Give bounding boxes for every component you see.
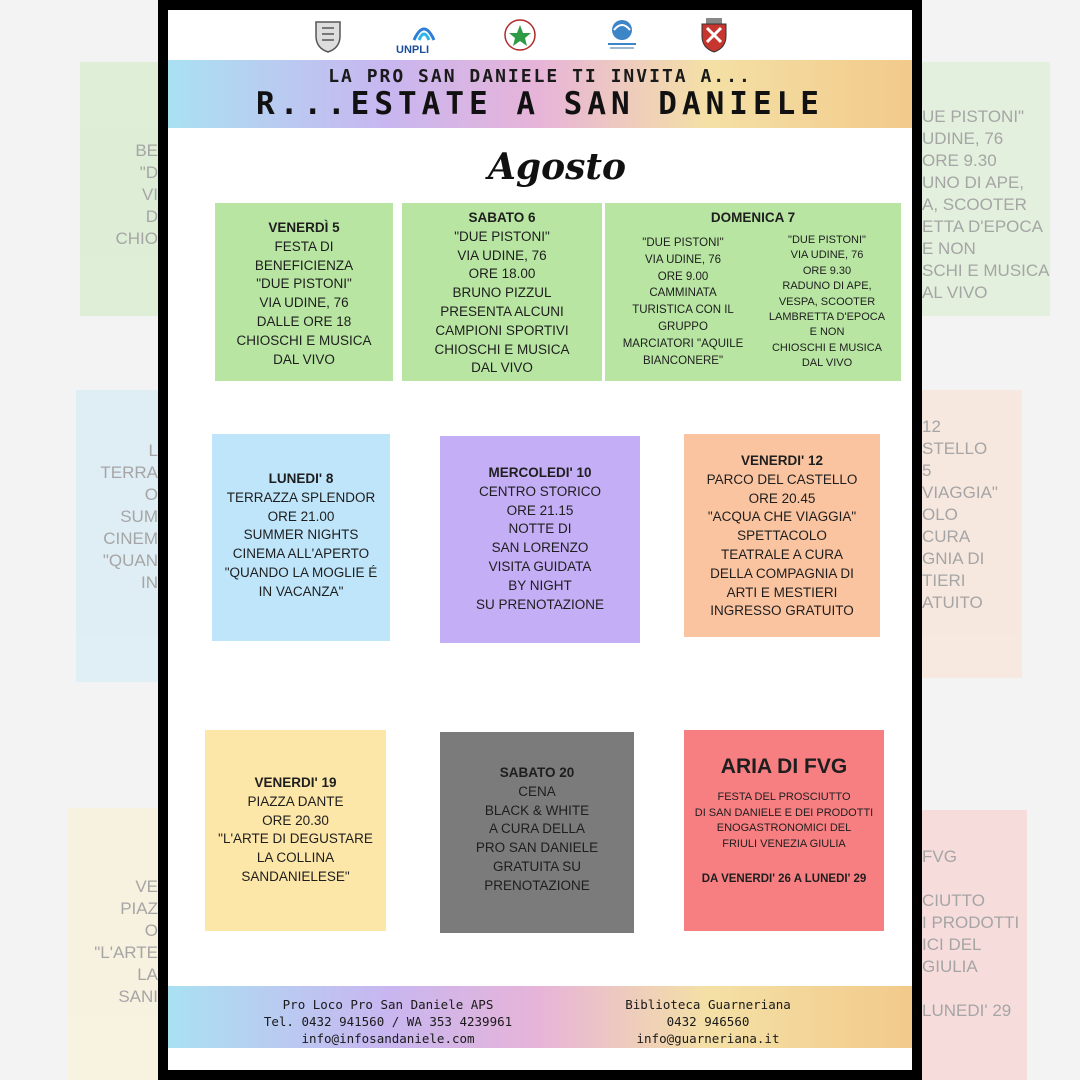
event-card-venerdi-5 [215, 203, 393, 381]
text-line: BLACK & WHITE [484, 802, 590, 818]
text-line: 0432 946560 [666, 1014, 750, 1029]
text-line: ORE 21.00 [267, 508, 335, 524]
footer-biblioteca [598, 996, 818, 1047]
event-date: SABATO 6 [468, 210, 536, 225]
text-line: SPETTACOLO [737, 528, 827, 544]
text-line [922, 978, 1027, 1000]
footer-pro-loco [248, 996, 528, 1047]
text-line: A, SCOOTER [922, 195, 1027, 214]
aria-description [684, 790, 884, 852]
text-line: RADUNO DI APE, [782, 280, 872, 293]
text-line: UE PISTONI" [922, 107, 1025, 126]
text-line: BIANCONERE" [642, 354, 724, 367]
text-line: VESPA, SCOOTER [778, 295, 876, 308]
text-line: TIERI [922, 571, 966, 590]
text-line: AL VIVO [922, 283, 988, 302]
text-line: NOTTE DI [508, 521, 572, 537]
text-line: ORE 21.15 [506, 502, 574, 518]
text-line: VIA UDINE, 76 [457, 247, 547, 263]
logo-strip [168, 10, 912, 62]
text-line: VIA UDINE, 76 [644, 253, 722, 266]
text-line: ORE 20.45 [748, 490, 816, 506]
text-line: ORE 9.00 [657, 270, 709, 283]
text-line: VIAGGIA" [922, 483, 998, 502]
text-line: SU PRENOTAZIONE [475, 596, 604, 612]
text-line: SAN LORENZO [491, 540, 589, 556]
text-line: FVG [922, 847, 957, 866]
text-line: CENTRO STORICO [478, 483, 601, 499]
background-card-right-1 [922, 62, 1050, 316]
text-line: CIUTTO [922, 891, 985, 910]
text-line: "L'ARTE [94, 943, 158, 962]
text-line: LUNEDI' 29 [922, 1001, 1012, 1020]
event-date: DOMENICA 7 [710, 210, 796, 225]
month-title: Agosto [488, 146, 627, 188]
event-date: LUNEDI' 8 [268, 471, 334, 486]
text-line: ORE 18.00 [468, 266, 536, 282]
invite-text: LA PRO SAN DANIELE TI INVITA A... [328, 66, 752, 87]
text-line: TURISTICA CON IL [632, 304, 734, 317]
text-line: "DUE PISTONI" [256, 276, 352, 292]
event-card-sabato-20 [440, 732, 634, 933]
text-line: DI SAN DANIELE E DEI PRODOTTI [694, 806, 874, 819]
text-line [922, 868, 1027, 890]
background-card-right-3 [922, 810, 1027, 1080]
text-line: BY NIGHT [508, 577, 572, 593]
text-line: CENA [518, 783, 556, 799]
text-line: PIAZZA DANTE [247, 793, 344, 809]
text-line: SANI [118, 987, 158, 1006]
text-line: "DUE PISTONI" [788, 234, 866, 246]
text-line: GRUPPO [658, 320, 708, 333]
text-line: BENEFICIENZA [254, 257, 354, 273]
text-line: CURA [922, 527, 971, 546]
text-line: ICI DEL [922, 935, 982, 954]
text-line: VIA UDINE, 76 [259, 295, 349, 311]
event-card-venerdi-12 [684, 434, 880, 637]
text-line: LA [137, 965, 158, 984]
text-line: SUMMER NIGHTS [243, 527, 359, 543]
poster-sheet [168, 10, 912, 1070]
text-line: Pro Loco Pro San Daniele APS [282, 997, 494, 1012]
text-line: IN VACANZA" [258, 583, 344, 599]
text-line: FESTA DEL PROSCIUTTO [717, 791, 851, 803]
email-link[interactable]: info@guarneriana.it [636, 1031, 780, 1046]
text-line: GNIA DI [922, 549, 985, 568]
text-line: O [144, 921, 158, 940]
event-date: MERCOLEDI' 10 [488, 465, 592, 480]
text-line: ORE 9.30 [802, 264, 852, 277]
text-line: GIULIA [922, 957, 978, 976]
event-title: ARIA DI FVG [720, 755, 848, 778]
servizio-civile-logo-icon [502, 16, 538, 54]
text-line: BRUNO PIZZUL [452, 285, 552, 301]
text-line: CHIOSCHI E MUSICA [236, 332, 372, 348]
text-line: "QUANDO LA MOGLIE É [224, 564, 378, 580]
text-line: DAL VIVO [471, 360, 533, 376]
text-line: SUM [120, 507, 158, 526]
background-card-right-2 [922, 390, 1022, 678]
text-line: CAMMINATA [649, 287, 717, 300]
text-line: D [145, 207, 158, 226]
text-line: SANDANIELESE" [241, 868, 350, 884]
event-date: VENERDI' 12 [741, 453, 823, 468]
text-line: 12 [922, 417, 941, 436]
text-line: PRO SAN DANIELE [475, 840, 599, 856]
text-line: ATUITO [922, 593, 983, 612]
text-line: O [144, 485, 158, 504]
text-line: E NON [922, 239, 976, 258]
background-card-left-1 [80, 62, 158, 316]
text-line: STELLO [922, 439, 988, 458]
text-line: CHIOSCHI E MUSICA [771, 341, 882, 354]
text-line: PIAZ [120, 899, 158, 918]
text-line: 5 [922, 461, 932, 480]
text-line: DAL VIVO [273, 351, 335, 367]
text-line: DAL VIVO [801, 357, 853, 370]
text-line: CINEMA ALL'APERTO [232, 546, 370, 562]
text-line: VI [141, 185, 158, 204]
event-card-aria-di-fvg [684, 730, 884, 931]
text-line: L [148, 441, 158, 460]
text-line: ORE 20.30 [262, 812, 329, 828]
text-line: VE [135, 877, 158, 896]
text-line: IN [141, 573, 158, 592]
poster-frame [158, 0, 922, 1080]
text-line: ARTI E MESTIERI [726, 584, 838, 600]
text-line: "DUE PISTONI" [454, 228, 550, 244]
text-line: VISITA GUIDATA [488, 558, 592, 574]
domenica-7-morning [609, 235, 757, 369]
page-title: R...ESTATE A SAN DANIELE [256, 86, 824, 122]
regione-fvg-logo-icon [604, 16, 640, 54]
aria-dates: DA VENERDI' 26 A LUNEDI' 29 [701, 873, 867, 886]
event-date: VENERDI' 19 [254, 775, 337, 790]
email-link[interactable]: info@infosandaniele.com [301, 1031, 475, 1046]
comune-crest-icon [310, 16, 346, 54]
text-line: LA COLLINA [256, 850, 335, 866]
text-line: PRESENTA ALCUNI [440, 303, 564, 319]
text-line: GRATUITA SU [492, 858, 581, 874]
text-line: ENOGASTRONOMICI DEL [716, 822, 852, 835]
text-line: TERRA [100, 463, 158, 482]
text-line: FESTA DI [274, 238, 334, 254]
comune-san-daniele-crest-icon [696, 16, 732, 54]
event-card-domenica-7 [605, 203, 901, 381]
text-line: LAMBRETTA D'EPOCA [768, 311, 886, 324]
text-line: CAMPIONI SPORTIVI [435, 322, 569, 338]
text-line: CINEM [103, 529, 158, 548]
background-card-left-2 [76, 390, 158, 682]
header-banner [168, 60, 912, 128]
text-line: I PRODOTTI [922, 913, 1020, 932]
text-line: "L'ARTE DI DEGUSTARE [218, 831, 373, 847]
event-date: SABATO 20 [499, 765, 575, 780]
event-card-venerdi-19 [205, 730, 386, 931]
text-line: SCHI E MUSICA [922, 261, 1050, 280]
text-line: ORE 9.30 [922, 151, 997, 170]
text-line: E NON [809, 326, 845, 339]
event-card-sabato-6 [402, 203, 602, 381]
text-line: "D [139, 163, 158, 182]
text-line: PRENOTAZIONE [484, 877, 590, 893]
text-line: "DUE PISTONI" [642, 237, 724, 249]
text-line: CHIOSCHI E MUSICA [434, 341, 570, 357]
domenica-7-raduno [755, 233, 899, 372]
event-card-mercoledi-10 [440, 436, 640, 643]
unpli-text: UNPLI [396, 44, 429, 56]
text-line: PARCO DEL CASTELLO [706, 471, 858, 487]
text-line: Tel. 0432 941560 / WA 353 4239961 [263, 1014, 513, 1029]
text-line: DALLE ORE 18 [256, 313, 352, 329]
text-line: DELLA COMPAGNIA DI [710, 565, 854, 581]
text-line: "ACQUA CHE VIAGGIA" [707, 509, 857, 525]
text-line: VIA UDINE, 76 [790, 249, 864, 262]
text-line: MARCIATORI "AQUILE [622, 337, 744, 350]
text-line: A CURA DELLA [488, 821, 586, 837]
text-line: TERRAZZA SPLENDOR [226, 489, 376, 505]
text-line: OLO [922, 505, 958, 524]
text-line: INGRESSO GRATUITO [710, 603, 854, 619]
text-line: TEATRALE A CURA [720, 546, 844, 562]
event-date: VENERDÌ 5 [268, 220, 340, 235]
text-line: ETTA D'EPOCA [922, 217, 1044, 236]
text-line: CHIO [115, 229, 158, 248]
footer-banner [168, 986, 912, 1048]
text-line: UNO DI APE, [922, 173, 1025, 192]
text-line: Biblioteca Guarneriana [625, 997, 791, 1012]
text-line: UDINE, 76 [922, 129, 1004, 148]
text-line: BE [135, 141, 158, 160]
event-card-lunedi-8 [212, 434, 390, 641]
text-line: FRIULI VENEZIA GIULIA [722, 837, 846, 850]
background-card-left-3 [68, 808, 158, 1080]
text-line: "QUAN [102, 551, 158, 570]
